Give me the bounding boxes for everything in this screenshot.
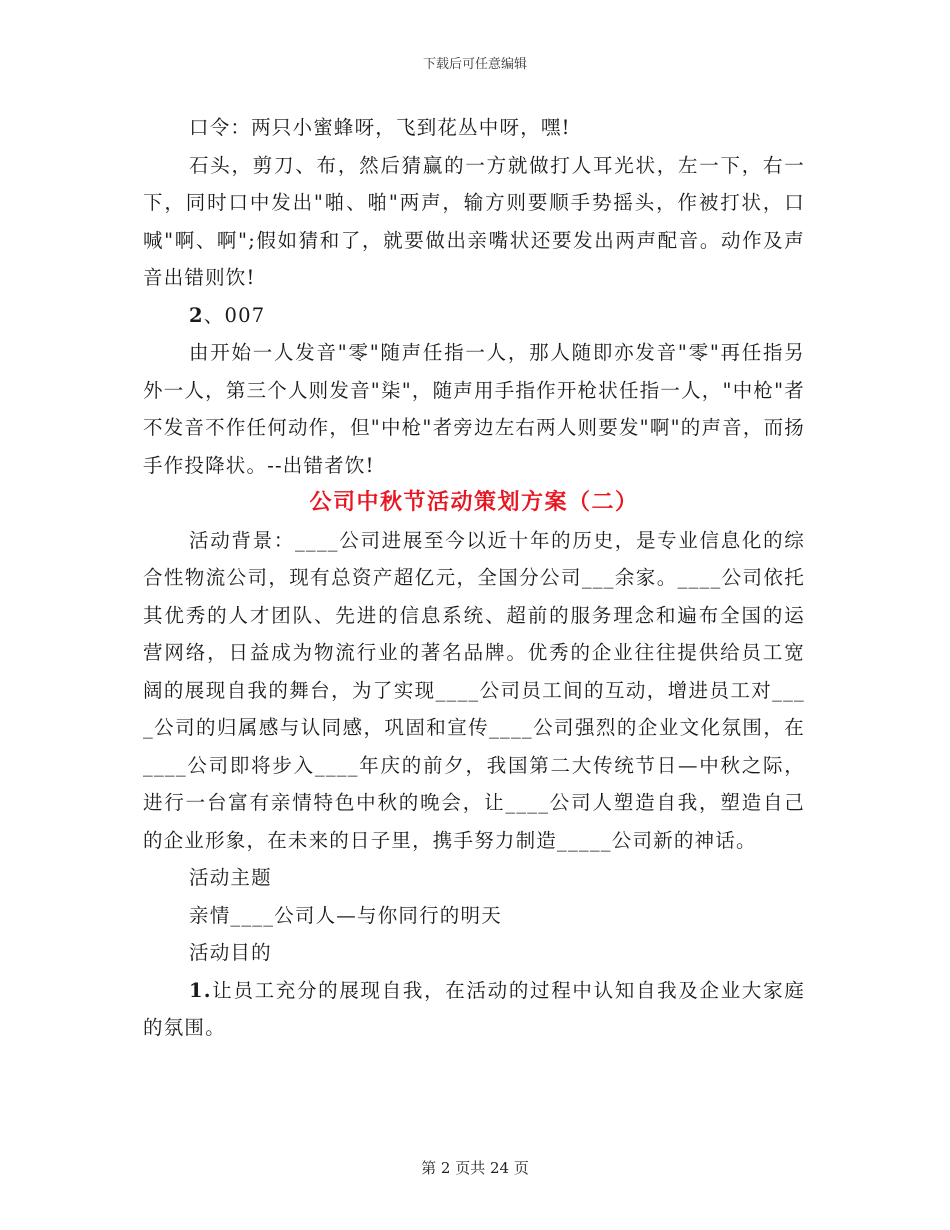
paragraph-password: 口令：两只小蜜蜂呀，飞到花丛中呀，嘿! <box>189 116 571 139</box>
paragraph-game-rules: 石头，剪刀、布，然后猜赢的一方就做打人耳光状，左一下，右一下，同时口中发出"啪、啪"两声，输方则要顺手势摇头，作被打状，口喊"啊、啊";假如猜和了，就要做出亲嘴状还要发出两声配音。动作及声音出错则饮! <box>143 153 805 289</box>
paragraph-theme: 亲情____公司人—与你同行的明天 <box>189 903 502 927</box>
section-title: 公司中秋节活动策划方案（二） <box>309 489 639 515</box>
list-item-title: 、007 <box>203 303 266 327</box>
list-item-text: 让员工充分的展现自我，在活动的过程中认知自我及企业大家庭的氛围。 <box>143 978 805 1039</box>
document-body <box>143 109 805 1047</box>
list-item-purpose-1 <box>143 972 805 1047</box>
paragraph-background: 活动背景：____公司进展至今以近十年的历史，是专业信息化的综合性物流公司，现有总资产超亿元，全国分公司___余家。____公司依托其优秀的人才团队、先进的信息系统、超前的服务理念和遍布全国的运营网络，日益成为物流行业的著名品牌。优秀的企业往往提供给员工宽阔的展现自我的舞台，为了实现____公司员工间的互动，增进员工对____公司的归属感与认同感，巩固和宣传____公司强烈的企业文化氛围，在____公司即将步入____年庆的前夕，我国第二大传统节日—中秋之际，进行一台富有亲情特色中秋的晚会，让____公司人塑造自我，塑造自己的企业形象，在未来的日子里，携手努力制造_____公司新的神话。 <box>143 528 805 852</box>
heading-purpose: 活动目的 <box>189 941 272 964</box>
page-footer: 第 2 页共 24 页 <box>421 1159 529 1177</box>
page-header: 下载后可任意编辑 <box>422 57 527 72</box>
list-item-007 <box>143 297 805 335</box>
paragraph-007-rules: 由开始一人发音"零"随声任指一人，那人随即亦发音"零"再任指另外一人，第三个人则发音"柒"，随声用手指作开枪状任指一人，"中枪"者不发音不作任何动作，但"中枪"者旁边左右两人则要发"啊"的声音，而扬手作投降状。--出错者饮! <box>143 341 805 477</box>
heading-theme: 活动主题 <box>189 866 272 889</box>
list-number: 1. <box>189 978 212 1002</box>
list-number: 2 <box>189 303 204 327</box>
